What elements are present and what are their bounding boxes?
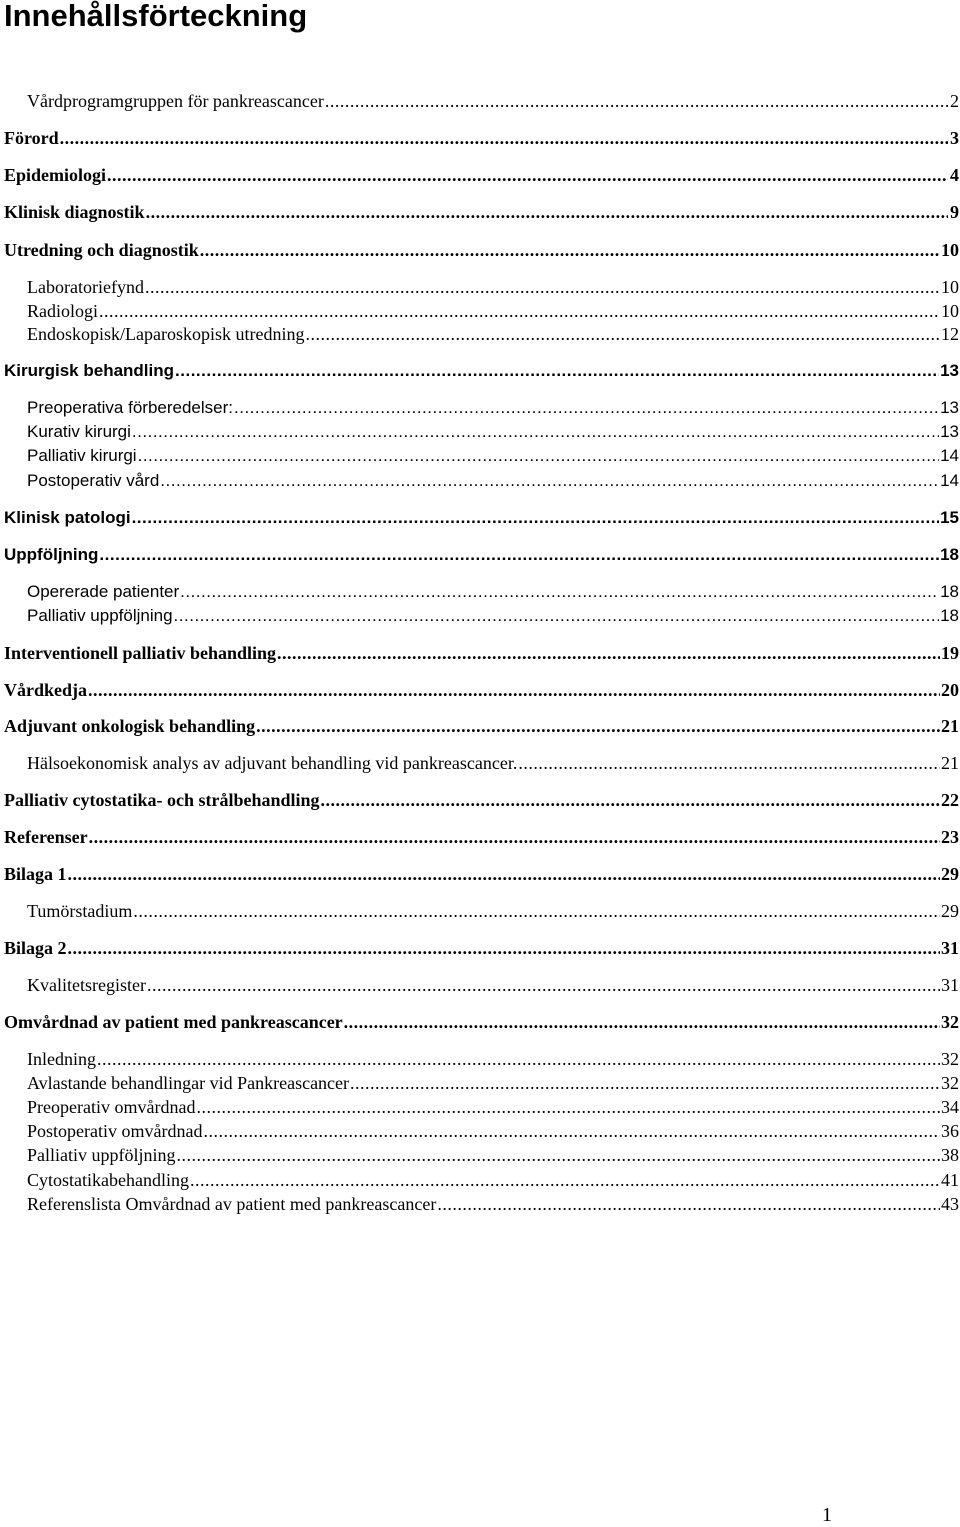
toc-entry-label: Preoperativ omvårdnad bbox=[27, 1097, 196, 1117]
toc-entry[interactable] bbox=[4, 128, 960, 148]
toc-entry-label: Referenser bbox=[4, 827, 88, 847]
toc-entry[interactable] bbox=[27, 1121, 960, 1141]
toc-entry-page: 29 bbox=[941, 901, 959, 921]
toc-entry-page: 18 bbox=[940, 582, 959, 601]
toc-entry-page: 4 bbox=[950, 165, 959, 185]
toc-entry[interactable] bbox=[27, 901, 960, 921]
toc-entry[interactable] bbox=[27, 1049, 960, 1069]
toc-entry-label: Palliativ kirurgi bbox=[27, 446, 137, 465]
toc-leader-dots bbox=[256, 716, 940, 736]
toc-entry-page: 13 bbox=[940, 422, 959, 441]
toc-entry-page: 18 bbox=[940, 606, 959, 625]
toc-entry-page: 32 bbox=[941, 1049, 959, 1069]
toc-entry-label: Palliativ cytostatika- och strålbehandling bbox=[4, 790, 320, 810]
toc-entry-label: Endoskopisk/Laparoskopisk utredning bbox=[27, 324, 305, 344]
toc-leader-dots bbox=[234, 398, 939, 418]
toc-leader-dots bbox=[60, 128, 948, 148]
toc-entry-page: 14 bbox=[940, 471, 959, 490]
toc-leader-dots bbox=[175, 361, 939, 381]
toc-leader-dots bbox=[146, 202, 948, 222]
toc-entry-page: 32 bbox=[941, 1073, 959, 1093]
toc-leader-dots bbox=[160, 471, 939, 491]
toc-entry-label: Vårdprogramgruppen för pankreascancer bbox=[27, 91, 324, 111]
toc-entry-page: 23 bbox=[941, 827, 959, 847]
toc-entry-label: Inledning bbox=[27, 1049, 96, 1069]
toc-entry-label: Postoperativ omvårdnad bbox=[27, 1121, 203, 1141]
toc-entry-page: 15 bbox=[940, 508, 959, 527]
toc-leader-dots bbox=[277, 643, 940, 663]
toc-leader-dots bbox=[203, 1121, 940, 1141]
toc-entry[interactable] bbox=[27, 446, 960, 466]
toc-entry[interactable] bbox=[27, 582, 960, 602]
toc-leader-dots bbox=[132, 508, 940, 528]
toc-entry-page: 10 bbox=[941, 301, 959, 321]
toc-entry-label: Adjuvant onkologisk behandling bbox=[4, 716, 256, 736]
toc-entry-label: Postoperativ vård bbox=[27, 471, 160, 490]
toc-entry-label: Utredning och diagnostik bbox=[4, 240, 199, 260]
toc-entry[interactable] bbox=[4, 508, 960, 528]
toc-entry[interactable] bbox=[4, 827, 960, 847]
toc-entry-page: 10 bbox=[941, 277, 959, 297]
toc-entry-page: 36 bbox=[941, 1121, 959, 1141]
toc-leader-dots bbox=[200, 240, 940, 260]
toc-entry[interactable] bbox=[4, 240, 960, 260]
toc-entry[interactable] bbox=[4, 202, 960, 222]
toc-entry-page: 34 bbox=[941, 1097, 959, 1117]
toc-leader-dots bbox=[88, 680, 940, 700]
toc-entry-page: 20 bbox=[941, 680, 959, 700]
toc-entry-label: Kurativ kirurgi bbox=[27, 422, 131, 441]
toc-entry-page: 29 bbox=[941, 864, 959, 884]
toc-entry-page: 31 bbox=[941, 975, 959, 995]
toc-leader-dots bbox=[99, 301, 940, 321]
toc-leader-dots bbox=[147, 975, 940, 995]
toc-entry-page: 14 bbox=[940, 446, 959, 465]
toc-entry-label: Vårdkedja bbox=[4, 680, 88, 700]
toc-entry-page: 19 bbox=[941, 643, 959, 663]
toc-entry-page: 32 bbox=[941, 1012, 959, 1032]
toc-leader-dots bbox=[68, 938, 940, 958]
toc-leader-dots bbox=[174, 606, 940, 626]
toc-entry[interactable] bbox=[27, 1097, 960, 1117]
toc-leader-dots bbox=[350, 1073, 940, 1093]
toc-entry[interactable] bbox=[4, 680, 960, 700]
toc-leader-dots bbox=[196, 1097, 940, 1117]
page-title: Innehållsförteckning bbox=[4, 0, 308, 33]
toc-entry[interactable] bbox=[4, 361, 960, 381]
toc-entry-label: Klinisk patologi bbox=[4, 508, 131, 527]
toc-entry[interactable] bbox=[27, 301, 960, 321]
toc-leader-dots bbox=[305, 324, 940, 344]
toc-entry[interactable] bbox=[27, 1145, 960, 1165]
toc-entry[interactable] bbox=[4, 790, 960, 810]
toc-entry-page: 31 bbox=[941, 938, 959, 958]
toc-entry[interactable] bbox=[4, 716, 960, 736]
toc-entry[interactable] bbox=[4, 165, 960, 185]
toc-entry-page: 21 bbox=[941, 716, 959, 736]
toc-entry-page: 13 bbox=[940, 398, 959, 417]
toc-entry-page: 13 bbox=[940, 361, 959, 380]
toc-entry-label: Omvårdnad av patient med pankreascancer bbox=[4, 1012, 343, 1032]
toc-entry[interactable] bbox=[27, 422, 960, 442]
toc-entry-label: Avlastande behandlingar vid Pankreascancer bbox=[27, 1073, 350, 1093]
toc-entry-label: Referenslista Omvårdnad av patient med pankreascancer bbox=[27, 1194, 437, 1214]
toc-entry-page: 18 bbox=[940, 545, 959, 564]
toc-entry-label: Kvalitetsregister bbox=[27, 975, 146, 995]
toc-leader-dots bbox=[97, 1049, 940, 1069]
toc-entry-page: 2 bbox=[950, 91, 959, 111]
toc-leader-dots bbox=[99, 545, 939, 565]
toc-entry-label: Bilaga 1 bbox=[4, 864, 67, 884]
toc-entry[interactable] bbox=[27, 1170, 960, 1190]
toc-entry-page: 3 bbox=[950, 128, 959, 148]
toc-leader-dots bbox=[321, 790, 940, 810]
toc-entry[interactable] bbox=[4, 1012, 960, 1032]
toc-entry[interactable] bbox=[4, 864, 960, 884]
toc-entry-label: Klinisk diagnostik bbox=[4, 202, 145, 222]
toc-entry[interactable] bbox=[4, 643, 960, 663]
toc-entry[interactable] bbox=[27, 277, 960, 297]
toc-entry-label: Bilaga 2 bbox=[4, 938, 67, 958]
toc-entry-page: 41 bbox=[941, 1170, 959, 1190]
toc-entry-label: Palliativ uppföljning bbox=[27, 1145, 176, 1165]
toc-entry-label: Radiologi bbox=[27, 301, 98, 321]
toc-leader-dots bbox=[190, 1170, 940, 1190]
toc-entry[interactable] bbox=[27, 471, 960, 491]
toc-leader-dots bbox=[132, 422, 939, 442]
toc-leader-dots bbox=[107, 165, 948, 185]
toc-entry[interactable] bbox=[27, 753, 960, 773]
toc-leader-dots bbox=[344, 1012, 940, 1032]
toc-leader-dots bbox=[518, 753, 940, 773]
toc-entry-label: Hälsoekonomisk analys av adjuvant behandling vid pankreascancer. bbox=[27, 753, 518, 773]
toc-entry-label: Opererade patienter bbox=[27, 582, 180, 601]
toc-entry[interactable] bbox=[27, 91, 960, 111]
toc-entry[interactable] bbox=[4, 938, 960, 958]
toc-entry[interactable] bbox=[27, 1073, 960, 1093]
toc-entry-label: Epidemiologi bbox=[4, 165, 107, 185]
toc-leader-dots bbox=[68, 864, 940, 884]
toc-entry-label: Laboratoriefynd bbox=[27, 277, 144, 297]
toc-entry[interactable] bbox=[27, 324, 960, 344]
toc-leader-dots bbox=[325, 91, 948, 111]
toc-entry-label: Uppföljning bbox=[4, 545, 99, 564]
toc-leader-dots bbox=[180, 582, 939, 602]
toc-leader-dots bbox=[177, 1145, 941, 1165]
toc-entry-label: Kirurgisk behandling bbox=[4, 361, 175, 380]
page-number: 1 bbox=[822, 1504, 832, 1526]
toc-entry[interactable] bbox=[27, 975, 960, 995]
toc-entry-page: 10 bbox=[941, 240, 959, 260]
toc-entry-label: Palliativ uppföljning bbox=[27, 606, 173, 625]
toc-entry-label: Interventionell palliativ behandling bbox=[4, 643, 277, 663]
toc-leader-dots bbox=[437, 1194, 940, 1214]
toc-entry-page: 22 bbox=[941, 790, 959, 810]
toc-entry-page: 43 bbox=[941, 1194, 959, 1214]
toc-entry-label: Preoperativa förberedelser: bbox=[27, 398, 234, 417]
toc-leader-dots bbox=[133, 901, 940, 921]
toc-entry-label: Tumörstadium bbox=[27, 901, 133, 921]
toc-entry[interactable] bbox=[27, 606, 960, 626]
toc-leader-dots bbox=[89, 827, 940, 847]
toc-leader-dots bbox=[145, 277, 940, 297]
toc-entry-page: 9 bbox=[950, 202, 959, 222]
toc-entry-label: Förord bbox=[4, 128, 59, 148]
toc-entry-label: Cytostatikabehandling bbox=[27, 1170, 189, 1190]
toc-entry-page: 38 bbox=[941, 1145, 959, 1165]
toc-entry[interactable] bbox=[27, 1194, 960, 1214]
toc-entry[interactable] bbox=[27, 398, 960, 418]
toc-leader-dots bbox=[138, 446, 939, 466]
toc-entry[interactable] bbox=[4, 545, 960, 565]
toc-entry-page: 12 bbox=[941, 324, 959, 344]
toc-entry-page: 21 bbox=[941, 753, 959, 773]
